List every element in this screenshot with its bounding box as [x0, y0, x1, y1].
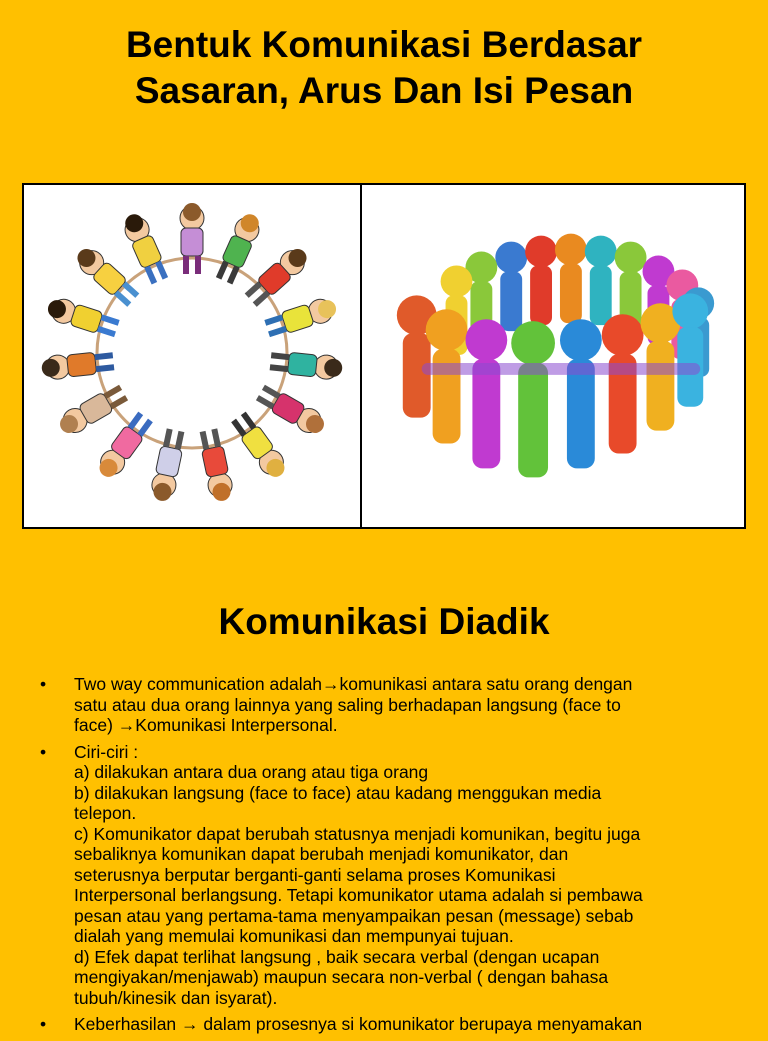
text-line: b) dilakukan langsung (face to face) atau kadang menggukan media: [74, 782, 602, 803]
bullet-text: [74, 674, 740, 736]
figures-circle-image: [362, 185, 744, 527]
text-line: mengiyakan/menjawab) maupun secara non-verbal ( dengan bahasa: [74, 967, 609, 987]
text-line: Ciri-ciri :: [74, 741, 139, 762]
bullet-text: [74, 742, 740, 1009]
image-strip: [22, 183, 746, 529]
text-line: dialah yang memulai komunikasi dan mempunyai tujuan.: [74, 926, 514, 946]
text-line: a) dilakukan antara dua orang atau tiga orang: [74, 762, 429, 782]
list-item: [40, 742, 740, 1009]
text-line: telepon.: [74, 803, 137, 823]
text-line: c) Komunikator dapat berubah statusnya menjadi komunikan, begitu juga: [74, 823, 641, 844]
figures-circle-illustration: [362, 185, 744, 527]
text-line: d) Efek dapat terlihat langsung , baik secara verbal (dengan ucapan: [74, 946, 600, 967]
bullet-marker: •: [40, 741, 47, 762]
bullet-marker: •: [40, 674, 47, 694]
section-heading: Komunikasi Diadik: [218, 601, 550, 642]
text-line: tubuh/kinesik dan isyarat).: [74, 987, 278, 1008]
list-item: [40, 674, 740, 736]
text-line: face) →Komunikasi Interpersonal.: [74, 715, 338, 735]
text-line: satu atau dua orang lainnya yang saling berhadapan langsung (face to: [74, 694, 621, 715]
text-line: seterusnya berputar berganti-ganti selama proses Komunikasi: [74, 864, 556, 885]
bullet-list: [40, 674, 740, 1041]
text-line: Interpersonal berlangsung. Tetapi komunikator utama adalah si pembawa: [74, 885, 643, 905]
list-item: [40, 1014, 740, 1035]
text-line: pesan atau yang pertama-tama menyampaikan pesan (message) sebab: [74, 905, 634, 926]
text-line: sebaliknya komunikan dapat berubah menjadi komunikator, dan: [74, 844, 569, 864]
bullet-marker: •: [40, 1014, 47, 1034]
title-line-1: Bentuk Komunikasi Berdasar: [125, 24, 643, 65]
text-line: Keberhasilan → dalam prosesnya si komunikator berupaya menyamakan: [74, 1014, 643, 1034]
children-circle-illustration: [24, 185, 360, 527]
slide-title: [0, 22, 768, 114]
title-line-2: Sasaran, Arus Dan Isi Pesan: [134, 70, 634, 111]
text-line: Two way communication adalah→komunikasi antara satu orang dengan: [74, 674, 633, 694]
bullet-text: [74, 1014, 740, 1035]
children-circle-image: [24, 185, 362, 527]
